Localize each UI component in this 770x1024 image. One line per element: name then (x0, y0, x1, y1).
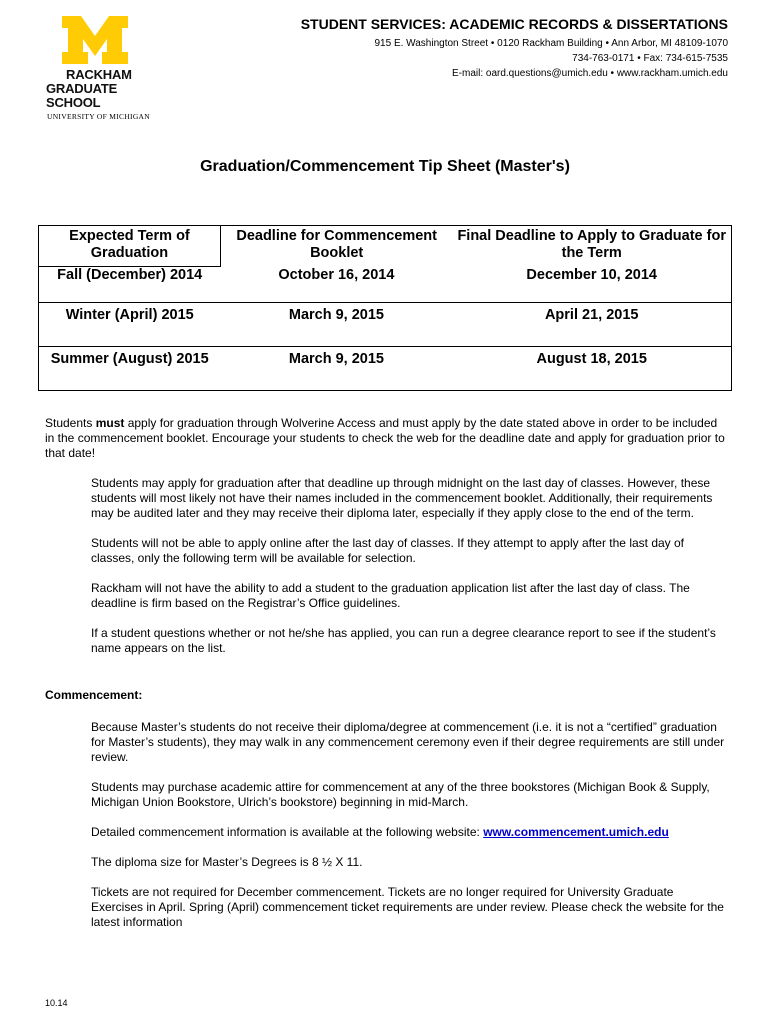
booklet-deadline-cell: October 16, 2014 (220, 267, 452, 303)
header-final-deadline: Final Deadline to Apply to Graduate for the Term (457, 228, 726, 261)
final-deadline-cell: December 10, 2014 (452, 267, 731, 303)
page-title: Graduation/Commencement Tip Sheet (Master's) (200, 158, 570, 175)
intro-text-start: Students (45, 416, 96, 430)
term-cell: Fall (December) 2014 (39, 267, 221, 303)
booklet-deadline-cell: March 9, 2015 (220, 303, 452, 347)
commencement-heading-text: Commencement: (45, 688, 143, 702)
logo-line-rackham: RACKHAM (66, 67, 132, 82)
final-deadline-cell: August 18, 2015 (536, 351, 647, 367)
table-row (39, 347, 732, 391)
tip-sheet-body (45, 416, 725, 930)
department-name: STUDENT SERVICES: ACADEMIC RECORDS & DISSERTATIONS (300, 16, 728, 32)
header-booklet-deadline: Deadline for Commencement Booklet (236, 228, 437, 261)
final-deadline-cell: April 21, 2015 (452, 303, 731, 347)
table-row (39, 267, 732, 303)
header-expected-term: Expected Term of Graduation (39, 226, 221, 267)
term-cell: Summer (August) 2015 (50, 351, 209, 367)
commencement-walk-note: Because Master’s students do not receive their diploma/degree at commencement (i.e. it is not a “certified” graduation for Master’s students), they may walk in any commencement ceremony even if their degree requirements are still under review. (91, 720, 725, 764)
letterhead (301, 16, 728, 81)
revision-date: 10.14 (45, 998, 68, 1008)
note-online-cutoff: Students will not be able to apply online after the last day of classes. If they attempt to apply after the last day of classes, only the following term will be available for selection. (91, 536, 685, 565)
commencement-attire-note: Students may purchase academic attire for commencement at any of the three bookstores (Michigan Book & Supply, Michigan Union Bookstore, Ulrich’s bookstore) beginning in mid-March. (91, 780, 710, 809)
intro-emphasis: must (95, 416, 125, 430)
block-m-icon (62, 16, 128, 64)
diploma-size-note: The diploma size for Master’s Degrees is 8 ½ X 11. (91, 855, 363, 869)
tickets-note: Tickets are not required for December commencement. Tickets are no longer required for University Graduate Exercises in April. Spring (April) commencement ticket requirements are under review. Please check the website for the latest information (91, 885, 724, 929)
address-line: 915 E. Washington Street • 0120 Rackham Building • Ann Arbor, MI 48109-1070 (374, 38, 728, 49)
phone-line: 734-763-0171 • Fax: 734-615-7535 (572, 53, 728, 64)
commencement-heading (45, 688, 725, 703)
note-late-application: Students may apply for graduation after that deadline up through midnight on the last day of classes. However, these students will most likely not have their names included in the commencement booklet. Additionally, their requirements may be audited later and they may receive their diploma later, especially if they apply close to the end of the term. (91, 476, 713, 520)
table-row (39, 303, 732, 347)
note-firm-deadline: Rackham will not have the ability to add a student to the graduation application list after the last day of class. The deadline is firm based on the Registrar’s Office guidelines. (91, 581, 690, 610)
rackham-logo (44, 16, 154, 121)
commencement-website-link[interactable]: www.commencement.umich.edu (483, 825, 669, 839)
logo-line-university: UNIVERSITY OF MICHIGAN (47, 112, 150, 121)
website-text: Detailed commencement information is available at the following website: (91, 825, 484, 839)
logo-line-graduate-school: GRADUATE SCHOOL (46, 81, 118, 110)
intro-paragraph (45, 416, 725, 461)
term-cell: Winter (April) 2015 (39, 303, 221, 347)
deadline-table (38, 225, 732, 391)
commencement-website-note (91, 825, 725, 840)
intro-text-rest: apply for graduation through Wolverine Access and must apply by the date stated above in order to be included in the commencement booklet. Encourage your students to check the web for the deadline date and apply for graduation prior to that date! (45, 416, 725, 460)
contact-line: E-mail: oard.questions@umich.edu • www.rackham.umich.edu (452, 68, 728, 79)
note-clearance-report: If a student questions whether or not he/she has applied, you can run a degree clearance report to see if the student’s name appears on the list. (91, 626, 716, 655)
booklet-deadline-cell: March 9, 2015 (288, 351, 384, 367)
table-header-row (39, 226, 732, 267)
